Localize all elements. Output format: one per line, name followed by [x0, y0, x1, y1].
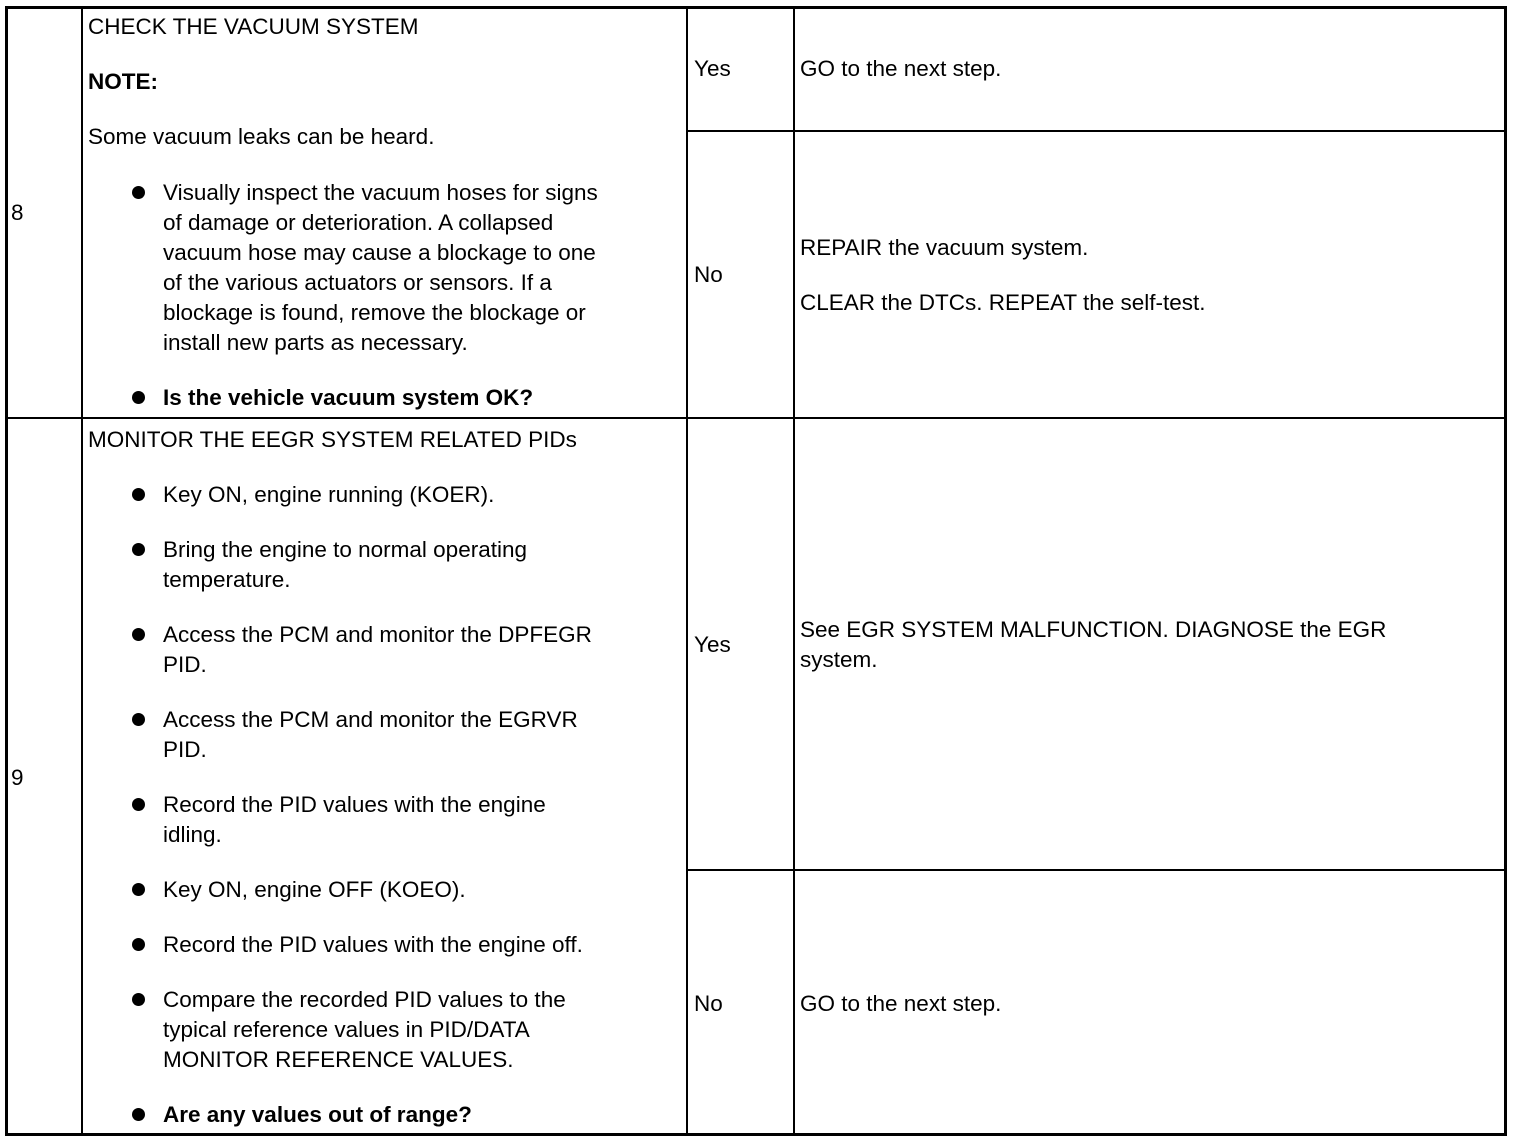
bullet-icon [132, 993, 145, 1006]
bullet-icon [132, 186, 145, 199]
step-question: Is the vehicle vacuum system OK? [163, 385, 534, 410]
bullet-icon [132, 713, 145, 726]
step-instruction: Bring the engine to normal operating temperature. [163, 537, 527, 592]
step-instruction: Record the PID values with the engine idling. [163, 792, 546, 847]
result-action: GO to the next step. [800, 991, 1002, 1016]
bullet-icon [132, 798, 145, 811]
bullet-icon [132, 1108, 145, 1121]
bullet-icon [132, 883, 145, 896]
step-instruction: Record the PID values with the engine off. [163, 932, 583, 957]
bullet-icon [132, 628, 145, 641]
row-divider-step8-step9 [8, 417, 1505, 419]
row-divider-step8-yes-no [688, 130, 1505, 132]
step-instruction: Visually inspect the vacuum hoses for signs of damage or deterioration. A collapsed vacuum hose may cause a blockage to one of the various actuators or sensors. If a blockage is found, remove the blockage or install new parts as necessary. [163, 180, 598, 355]
step-instruction: Access the PCM and monitor the EGRVR PID. [163, 707, 578, 762]
result-answer-no: No [694, 262, 723, 287]
step-instruction: Key ON, engine OFF (KOEO). [163, 877, 466, 902]
column-divider-step [81, 8, 83, 1134]
note-label: NOTE: [88, 69, 158, 94]
step-number: 9 [11, 765, 24, 790]
step-instruction: Key ON, engine running (KOER). [163, 482, 495, 507]
step-number: 8 [11, 200, 24, 225]
step-heading: CHECK THE VACUUM SYSTEM [88, 14, 419, 39]
result-action: GO to the next step. [800, 56, 1002, 81]
column-divider-action [686, 8, 688, 1134]
step-question: Are any values out of range? [163, 1102, 472, 1127]
note-text: Some vacuum leaks can be heard. [88, 124, 435, 149]
result-answer-yes: Yes [694, 632, 731, 657]
bullet-icon [132, 938, 145, 951]
result-answer-no: No [694, 991, 723, 1016]
step-heading: MONITOR THE EEGR SYSTEM RELATED PIDs [88, 427, 577, 452]
result-action: CLEAR the DTCs. REPEAT the self-test. [800, 290, 1206, 315]
step-instruction: Access the PCM and monitor the DPFEGR PID. [163, 622, 592, 677]
bullet-icon [132, 543, 145, 556]
result-action: REPAIR the vacuum system. [800, 235, 1089, 260]
column-divider-result [793, 8, 795, 1134]
bullet-icon [132, 488, 145, 501]
result-answer-yes: Yes [694, 56, 731, 81]
result-action: See EGR SYSTEM MALFUNCTION. DIAGNOSE the EGR system. [800, 617, 1387, 672]
bullet-icon [132, 391, 145, 404]
step-instruction: Compare the recorded PID values to the typical reference values in PID/DATA MONITOR REFERENCE VALUES. [163, 987, 566, 1072]
row-divider-step9-yes-no [688, 869, 1505, 871]
